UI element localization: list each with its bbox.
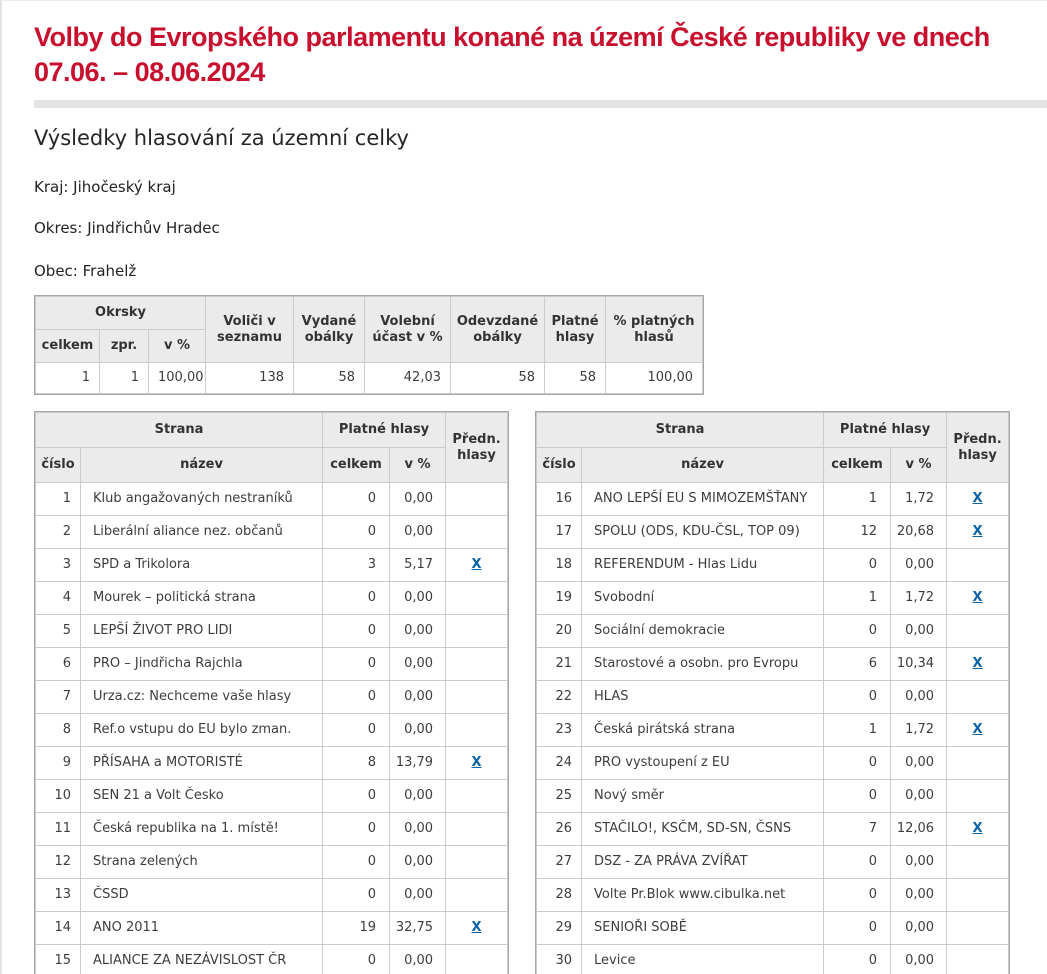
pref-votes-link[interactable]: X: [471, 755, 482, 770]
pref-votes-link[interactable]: X: [972, 524, 983, 539]
volici-v-seznamu-value: 138: [206, 363, 294, 394]
party-votes-total: 19: [323, 912, 390, 945]
pref-votes-link[interactable]: X: [972, 821, 983, 836]
party-votes-total: 0: [323, 813, 390, 846]
party-votes-total: 0: [323, 846, 390, 879]
party-row: [36, 615, 508, 648]
party-votes-percent: 0,00: [390, 780, 446, 813]
header-okrsky-v-pct: v %: [149, 330, 206, 363]
party-votes-percent: 20,68: [891, 516, 947, 549]
party-row: [537, 846, 1009, 879]
pref-votes-link[interactable]: X: [972, 722, 983, 737]
party-number: 12: [36, 846, 81, 879]
party-number: 7: [36, 681, 81, 714]
party-row: [537, 780, 1009, 813]
party-name: HLAS: [582, 681, 824, 714]
pref-votes-cell: [446, 780, 508, 813]
page-title-line1: Volby do Evropského parlamentu konané na území České republiky ve dnech: [34, 22, 990, 52]
party-number: 26: [537, 813, 582, 846]
party-number: 27: [537, 846, 582, 879]
pref-votes-cell: [446, 846, 508, 879]
party-number: 5: [36, 615, 81, 648]
pref-votes-cell: [947, 483, 1009, 516]
header-platne-hlasy: Platné hlasy: [824, 413, 947, 448]
party-number: 2: [36, 516, 81, 549]
party-name: Ref.o vstupu do EU bylo zman.: [81, 714, 323, 747]
party-name: SENIOŘI SOBĚ: [582, 912, 824, 945]
party-tables: [35, 412, 1047, 974]
party-row: [537, 681, 1009, 714]
party-row: [537, 879, 1009, 912]
pref-votes-cell: [947, 648, 1009, 681]
party-votes-percent: 5,17: [390, 549, 446, 582]
party-row: [36, 714, 508, 747]
party-votes-total: 0: [824, 747, 891, 780]
party-row: [537, 747, 1009, 780]
party-number: 3: [36, 549, 81, 582]
header-platne-hlasy: Platné hlasy: [545, 297, 606, 363]
party-votes-percent: 0,00: [891, 747, 947, 780]
party-votes-total: 7: [824, 813, 891, 846]
party-votes-percent: 0,00: [891, 780, 947, 813]
party-name: DSZ - ZA PRÁVA ZVÍŘAT: [582, 846, 824, 879]
pref-votes-cell: [446, 582, 508, 615]
pref-votes-cell: [947, 945, 1009, 974]
party-votes-percent: 0,00: [390, 681, 446, 714]
header-cislo: číslo: [537, 448, 582, 483]
party-votes-percent: 32,75: [390, 912, 446, 945]
summary-table: [35, 296, 703, 394]
party-name: ANO LEPŠÍ EU S MIMOZEMŠŤANY: [582, 483, 824, 516]
party-table-right: [536, 412, 1009, 974]
header-volici-v-seznamu: Voliči v seznamu: [206, 297, 294, 363]
pref-votes-cell: [947, 747, 1009, 780]
party-name: ALIANCE ZA NEZÁVISLOST ČR: [81, 945, 323, 974]
pref-votes-cell: [446, 714, 508, 747]
party-name: Urza.cz: Nechceme vaše hlasy: [81, 681, 323, 714]
header-celkem: celkem: [824, 448, 891, 483]
region-obec: Obec: Frahelž: [34, 262, 137, 280]
party-number: 20: [537, 615, 582, 648]
party-name: Liberální aliance nez. občanů: [81, 516, 323, 549]
okrsky-zpr-value: 1: [100, 363, 149, 394]
party-name: Česká pirátská strana: [582, 714, 824, 747]
party-row: [36, 483, 508, 516]
pref-votes-cell: [947, 879, 1009, 912]
party-votes-total: 6: [824, 648, 891, 681]
party-number: 18: [537, 549, 582, 582]
party-row: [36, 846, 508, 879]
party-name: Nový směr: [582, 780, 824, 813]
header-v-pct: v %: [891, 448, 947, 483]
party-votes-total: 1: [824, 582, 891, 615]
party-votes-percent: 0,00: [390, 879, 446, 912]
party-number: 16: [537, 483, 582, 516]
party-name: PRO – Jindřicha Rajchla: [81, 648, 323, 681]
header-divider: [34, 100, 1047, 108]
party-votes-total: 0: [323, 945, 390, 974]
party-votes-percent: 0,00: [891, 912, 947, 945]
party-votes-total: 0: [824, 681, 891, 714]
party-row: [537, 714, 1009, 747]
party-row: [537, 813, 1009, 846]
party-row: [36, 516, 508, 549]
party-votes-percent: 0,00: [390, 648, 446, 681]
party-name: PŘÍSAHA a MOTORISTÉ: [81, 747, 323, 780]
party-votes-total: 0: [824, 945, 891, 974]
party-number: 25: [537, 780, 582, 813]
party-votes-percent: 0,00: [891, 846, 947, 879]
party-name: Levice: [582, 945, 824, 974]
party-votes-total: 0: [323, 615, 390, 648]
party-votes-total: 0: [323, 648, 390, 681]
party-votes-total: 12: [824, 516, 891, 549]
party-name: Strana zelených: [81, 846, 323, 879]
page-title-line2: 07.06. – 08.06.2024: [34, 57, 265, 87]
party-votes-total: 8: [323, 747, 390, 780]
pref-votes-link[interactable]: X: [471, 920, 482, 935]
party-row: [537, 945, 1009, 974]
party-name: Klub angažovaných nestraníků: [81, 483, 323, 516]
region-okres: Okres: Jindřichův Hradec: [34, 219, 220, 237]
okrsky-celkem-value: 1: [36, 363, 100, 394]
pref-votes-cell: [446, 945, 508, 974]
party-name: Sociální demokracie: [582, 615, 824, 648]
party-votes-total: 0: [824, 912, 891, 945]
party-number: 14: [36, 912, 81, 945]
party-votes-percent: 0,00: [390, 582, 446, 615]
party-row: [36, 780, 508, 813]
party-votes-total: 0: [824, 846, 891, 879]
pref-votes-cell: [446, 813, 508, 846]
pref-votes-cell: [947, 516, 1009, 549]
party-votes-percent: 10,34: [891, 648, 947, 681]
party-name: STAČILO!, KSČM, SD-SN, ČSNS: [582, 813, 824, 846]
party-row: [537, 648, 1009, 681]
header-vydane-obalky: Vydané obálky: [294, 297, 365, 363]
party-row: [537, 549, 1009, 582]
party-name: Volte Pr.Blok www.cibulka.net: [582, 879, 824, 912]
party-row: [537, 516, 1009, 549]
header-strana: Strana: [36, 413, 323, 448]
pref-votes-cell: [947, 549, 1009, 582]
pref-votes-cell: [947, 582, 1009, 615]
pref-votes-cell: [947, 813, 1009, 846]
pref-votes-cell: [446, 483, 508, 516]
party-votes-total: 1: [824, 483, 891, 516]
header-strana: Strana: [537, 413, 824, 448]
party-votes-total: 0: [824, 615, 891, 648]
party-votes-total: 0: [824, 549, 891, 582]
party-number: 22: [537, 681, 582, 714]
party-votes-total: 0: [323, 681, 390, 714]
party-votes-total: 0: [323, 780, 390, 813]
page-title: [34, 20, 1007, 90]
party-name: SEN 21 a Volt Česko: [81, 780, 323, 813]
party-row: [36, 879, 508, 912]
header-odevzdane-obalky: Odevzdané obálky: [451, 297, 545, 363]
party-number: 9: [36, 747, 81, 780]
party-votes-total: 0: [323, 582, 390, 615]
party-votes-total: 0: [323, 483, 390, 516]
party-number: 30: [537, 945, 582, 974]
party-row: [36, 582, 508, 615]
party-votes-percent: 12,06: [891, 813, 947, 846]
party-name: SPD a Trikolora: [81, 549, 323, 582]
party-row: [537, 582, 1009, 615]
header-pct-platnych-hlasu: % platných hlasů: [606, 297, 703, 363]
party-votes-total: 0: [824, 879, 891, 912]
party-votes-percent: 0,00: [390, 846, 446, 879]
party-votes-percent: 0,00: [891, 615, 947, 648]
party-name: ČSSD: [81, 879, 323, 912]
party-name: PRO vystoupení z EU: [582, 747, 824, 780]
header-nazev: název: [81, 448, 323, 483]
party-votes-percent: 1,72: [891, 483, 947, 516]
party-row: [537, 615, 1009, 648]
party-votes-total: 3: [323, 549, 390, 582]
party-table-left: [35, 412, 508, 974]
header-okrsky-zpr: zpr.: [100, 330, 149, 363]
header-celkem: celkem: [323, 448, 390, 483]
party-number: 6: [36, 648, 81, 681]
party-votes-percent: 0,00: [891, 681, 947, 714]
header-cislo: číslo: [36, 448, 81, 483]
party-name: REFERENDUM - Hlas Lidu: [582, 549, 824, 582]
pref-votes-cell: [446, 681, 508, 714]
party-name: Svobodní: [582, 582, 824, 615]
party-number: 23: [537, 714, 582, 747]
party-name: ANO 2011: [81, 912, 323, 945]
party-number: 17: [537, 516, 582, 549]
party-row: [36, 912, 508, 945]
pref-votes-cell: [446, 912, 508, 945]
party-votes-total: 0: [323, 516, 390, 549]
party-votes-percent: 0,00: [891, 945, 947, 974]
party-name: Česká republika na 1. místě!: [81, 813, 323, 846]
summary-row: [36, 363, 703, 394]
territory-info: [2, 178, 1047, 281]
section-title: Výsledky hlasování za územní celky: [34, 126, 409, 150]
pref-votes-cell: [446, 615, 508, 648]
volebni-ucast-value: 42,03: [365, 363, 451, 394]
party-name: Mourek – politická strana: [81, 582, 323, 615]
header-nazev: název: [582, 448, 824, 483]
party-votes-total: 0: [323, 879, 390, 912]
party-votes-percent: 0,00: [390, 945, 446, 974]
okrsky-v-pct-value: 100,00: [149, 363, 206, 394]
pref-votes-link[interactable]: X: [972, 656, 983, 671]
pref-votes-link[interactable]: X: [471, 557, 482, 572]
header-predn-hlasy: Předn. hlasy: [947, 413, 1009, 483]
header-v-pct: v %: [390, 448, 446, 483]
party-votes-percent: 0,00: [891, 549, 947, 582]
pref-votes-cell: [446, 879, 508, 912]
party-row: [36, 747, 508, 780]
party-votes-percent: 0,00: [390, 714, 446, 747]
pref-votes-cell: [947, 846, 1009, 879]
party-row: [537, 912, 1009, 945]
header-predn-hlasy: Předn. hlasy: [446, 413, 508, 483]
party-votes-total: 0: [323, 714, 390, 747]
party-number: 28: [537, 879, 582, 912]
pref-votes-link[interactable]: X: [972, 590, 983, 605]
party-votes-percent: 1,72: [891, 714, 947, 747]
pref-votes-cell: [947, 681, 1009, 714]
header-platne-hlasy: Platné hlasy: [323, 413, 446, 448]
party-votes-percent: 0,00: [390, 615, 446, 648]
pref-votes-cell: [446, 747, 508, 780]
platne-hlasy-value: 58: [545, 363, 606, 394]
party-name: LEPŠÍ ŽIVOT PRO LIDI: [81, 615, 323, 648]
party-row: [36, 681, 508, 714]
pref-votes-cell: [947, 912, 1009, 945]
party-row: [36, 945, 508, 974]
party-votes-percent: 0,00: [390, 516, 446, 549]
pref-votes-cell: [446, 549, 508, 582]
header-volebni-ucast: Volební účast v %: [365, 297, 451, 363]
party-name: Starostové a osobn. pro Evropu: [582, 648, 824, 681]
vydane-obalky-value: 58: [294, 363, 365, 394]
party-votes-total: 0: [824, 780, 891, 813]
pref-votes-cell: [947, 714, 1009, 747]
party-votes-percent: 0,00: [390, 813, 446, 846]
party-number: 21: [537, 648, 582, 681]
pct-platnych-hlasu-value: 100,00: [606, 363, 703, 394]
party-number: 13: [36, 879, 81, 912]
party-votes-percent: 0,00: [891, 879, 947, 912]
party-row: [36, 813, 508, 846]
party-number: 1: [36, 483, 81, 516]
party-votes-percent: 1,72: [891, 582, 947, 615]
pref-votes-cell: [446, 648, 508, 681]
header-okrsky: Okrsky: [36, 297, 206, 330]
pref-votes-cell: [446, 516, 508, 549]
pref-votes-link[interactable]: X: [972, 491, 983, 506]
pref-votes-cell: [947, 615, 1009, 648]
party-name: SPOLU (ODS, KDU-ČSL, TOP 09): [582, 516, 824, 549]
party-votes-percent: 13,79: [390, 747, 446, 780]
region-kraj: Kraj: Jihočeský kraj: [34, 178, 176, 196]
odevzdane-obalky-value: 58: [451, 363, 545, 394]
party-row: [36, 648, 508, 681]
party-votes-percent: 0,00: [390, 483, 446, 516]
pref-votes-cell: [947, 780, 1009, 813]
party-number: 11: [36, 813, 81, 846]
party-number: 19: [537, 582, 582, 615]
party-row: [537, 483, 1009, 516]
party-number: 24: [537, 747, 582, 780]
party-number: 29: [537, 912, 582, 945]
party-number: 4: [36, 582, 81, 615]
party-number: 10: [36, 780, 81, 813]
party-number: 8: [36, 714, 81, 747]
party-votes-total: 1: [824, 714, 891, 747]
header-okrsky-celkem: celkem: [36, 330, 100, 363]
party-number: 15: [36, 945, 81, 974]
party-row: [36, 549, 508, 582]
